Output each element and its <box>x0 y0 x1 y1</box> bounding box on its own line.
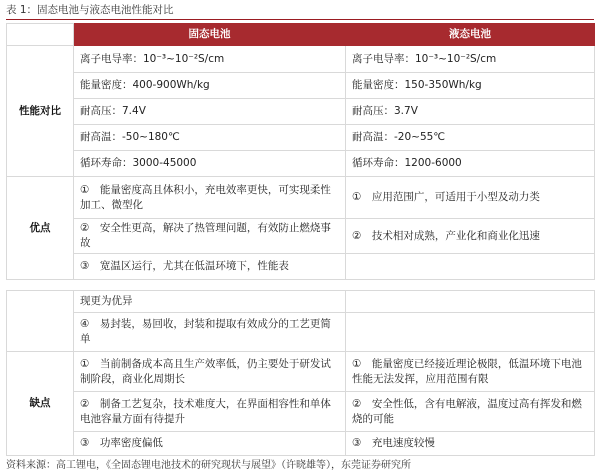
cell-liquid <box>346 254 595 280</box>
table-row <box>7 219 595 254</box>
cell-liquid: ① 能量密度已经接近理论极限，低温环境下电池性能无法发挥，应用范围有限 <box>346 352 595 392</box>
cell-solid: ① 能量密度高且体积小，充电效率更快，可实现柔性加工、微型化 <box>74 177 346 219</box>
cell-solid: ④ 易封装，易回收，封装和提取有效成分的工艺更简单 <box>74 313 346 352</box>
cell-solid: 耐高温：-50~180℃ <box>74 125 346 151</box>
category-advantages: 优点 <box>7 177 74 280</box>
table-row <box>7 291 595 313</box>
cell-liquid: 循环寿命：1200-6000 <box>346 151 595 177</box>
table-row <box>7 125 595 151</box>
cell-solid: 现更为优异 <box>74 291 346 313</box>
table-row <box>7 254 595 280</box>
cell-liquid: ③ 充电速度较慢 <box>346 432 595 456</box>
header-solid: 固态电池 <box>74 24 346 46</box>
caption-rule <box>6 19 594 20</box>
cell-solid: ③ 功率密度偏低 <box>74 432 346 456</box>
cell-solid: ② 安全性更高，解决了热管理问题，有效防止燃烧事故 <box>74 219 346 254</box>
cell-liquid: 耐高压：3.7V <box>346 99 595 125</box>
table-row <box>7 352 595 392</box>
cell-liquid: ② 安全性低，含有电解液，温度过高有挥发和燃烧的可能 <box>346 392 595 432</box>
source-footnote: 资料来源：高工锂电，《全固态锂电池技术的研究现状与展望》（许晓雄等），东莞证券研究所 <box>6 460 411 471</box>
header-liquid: 液态电池 <box>346 24 595 46</box>
table-header-row <box>7 24 595 46</box>
cell-liquid: 离子电导率：10⁻³~10⁻²S/cm <box>346 46 595 73</box>
comparison-table-part-2 <box>6 290 595 456</box>
header-blank <box>7 24 74 46</box>
table-row <box>7 73 595 99</box>
table-row <box>7 313 595 352</box>
cell-solid: ① 当前制备成本高且生产效率低，仍主要处于研发试制阶段，商业化周期长 <box>74 352 346 392</box>
category-disadvantages: 缺点 <box>7 352 74 456</box>
cell-solid: 离子电导率：10⁻³~10⁻²S/cm <box>74 46 346 73</box>
cell-liquid: ② 技术相对成熟，产业化和商业化迅速 <box>346 219 595 254</box>
cell-liquid: ① 应用范围广，可适用于小型及动力类 <box>346 177 595 219</box>
cell-liquid <box>346 291 595 313</box>
cell-solid: ② 制备工艺复杂，技术难度大，在界面相容性和单体电池容量方面有待提升 <box>74 392 346 432</box>
cell-solid: 耐高压：7.4V <box>74 99 346 125</box>
table-row <box>7 46 595 73</box>
cell-solid: 循环寿命：3000-45000 <box>74 151 346 177</box>
table-caption: 表 1：固态电池与液态电池性能对比 <box>6 4 174 16</box>
cell-solid: ③ 宽温区运行，尤其在低温环境下，性能表 <box>74 254 346 280</box>
cell-liquid: 能量密度：150-350Wh/kg <box>346 73 595 99</box>
comparison-table-part-1 <box>6 23 595 280</box>
table-row <box>7 432 595 456</box>
category-advantages-continued <box>7 291 74 352</box>
table-row <box>7 177 595 219</box>
table-row <box>7 99 595 125</box>
cell-solid: 能量密度：400-900Wh/kg <box>74 73 346 99</box>
cell-liquid: 耐高温：-20~55℃ <box>346 125 595 151</box>
table-row <box>7 392 595 432</box>
table-row <box>7 151 595 177</box>
cell-liquid <box>346 313 595 352</box>
category-performance: 性能对比 <box>7 46 74 177</box>
